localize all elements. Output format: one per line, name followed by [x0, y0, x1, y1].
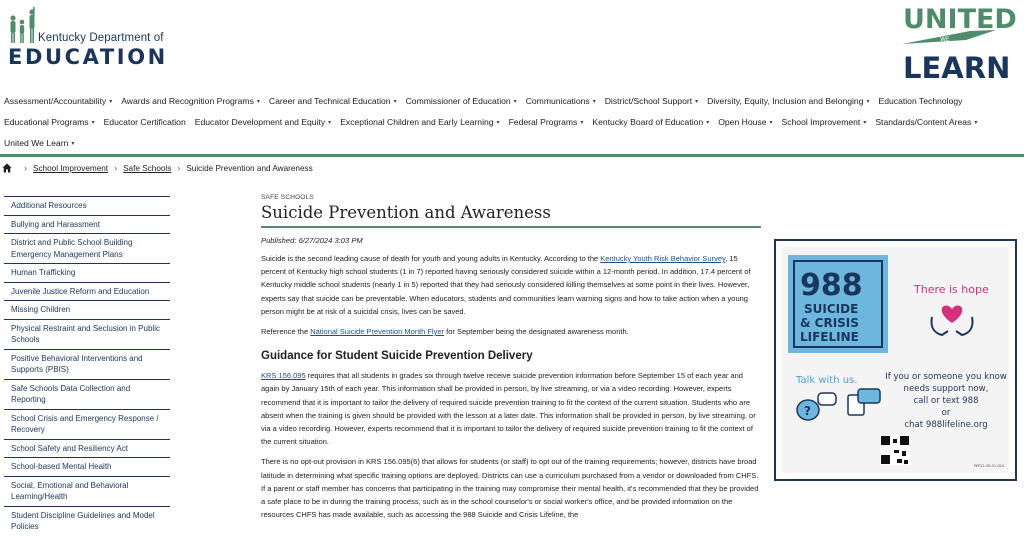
- sidebar-item[interactable]: Missing Children: [4, 300, 170, 319]
- nav-item-label: Kentucky Board of Education: [592, 116, 704, 127]
- sidebar-item[interactable]: School-based Mental Health: [4, 457, 170, 476]
- hope-text: There is hope: [914, 283, 989, 296]
- support-line3: call or text 988: [913, 396, 979, 406]
- nav-item-kentucky-board-of-education[interactable]: [592, 117, 709, 127]
- sidebar-item[interactable]: Physical Restraint and Seclusion in Public Schools: [4, 319, 170, 349]
- nav-item-united-we-learn[interactable]: [4, 138, 74, 148]
- sidebar-nav: [4, 196, 170, 536]
- caret-down-icon: ▾: [769, 119, 773, 126]
- caret-down-icon: ▾: [91, 119, 95, 126]
- nav-item-label: Commissioner of Education: [405, 95, 511, 106]
- caret-down-icon: ▾: [328, 119, 332, 126]
- caret-down-icon: ▾: [393, 98, 397, 105]
- lifeline-line2: & CRISIS: [800, 316, 859, 330]
- nav-item-educational-programs[interactable]: [4, 117, 95, 127]
- intro-text: Suicide is the second leading cause of death for youth and young adults in Kentucky. According to the: [261, 254, 601, 263]
- support-line5: chat 988lifeline.org: [904, 420, 988, 430]
- nav-item-label: Educator Certification: [103, 116, 186, 127]
- nav-item-label: Career and Technical Education: [268, 95, 391, 106]
- nav-item-career-and-technical-education[interactable]: [269, 96, 397, 106]
- 988-lifeline-flyer[interactable]: [774, 239, 1017, 481]
- nav-row: [4, 90, 1020, 111]
- nav-item-label: Standards/Content Areas: [875, 116, 972, 127]
- uwl-line1: UNITED: [903, 4, 1017, 35]
- krs-156-095-link[interactable]: KRS 156.095: [261, 371, 306, 381]
- breadcrumb-separator: ›: [177, 163, 181, 173]
- caret-down-icon: ▾: [866, 98, 870, 105]
- heart-hands-icon: [931, 305, 972, 335]
- flyer-reference-paragraph: [261, 325, 761, 338]
- krs-paragraph: [261, 369, 761, 448]
- krs-text: requires that all students in grades six through twelve receive suicide prevention information before September 15 of each year and again by January 15th of each year. This information shall be provided in person, by live streaming, or via a video recording. However, experts recommend that it is important to tailor the delivery of required suicide prevention training to fit the context of the current situation. Students who are absent when the training is given should be provided with the lesson at a later date. This information shall be provided in person, by live streaming, or via a video recording. However, experts recommend that it is important to tailor the delivery of required suicide prevention training to fit the context of the current situation.: [261, 371, 756, 447]
- breadcrumb-separator: ›: [24, 163, 27, 173]
- breadcrumb-current: Suicide Prevention and Awareness: [186, 163, 313, 173]
- nav-item-label: Exceptional Children and Early Learning: [340, 116, 494, 127]
- sidebar-item[interactable]: Bullying and Harassment: [4, 215, 170, 234]
- talk-text: Talk with us.: [796, 375, 858, 386]
- kde-logo[interactable]: [8, 4, 168, 69]
- reference-text-cont: for September being the designated awareness month.: [444, 327, 629, 337]
- intro-text-cont: , 15 percent of Kentucky high school students (1 in 7) reported having seriously considered suicide within a 12-month period. In addition, 17.4 percent of Kentucky middle school students (nearly 1 in 5) reported that they had seriously considered killing themselves at some point in their lives. However, experts say that suicide can be preventable. When educators, students and communities learn warning signs and how to take action when a young person might be at risk of a suicidal crisis, lives can be saved.: [261, 254, 751, 316]
- support-line2: needs support now,: [903, 384, 989, 394]
- sidebar-item[interactable]: Human Trafficking: [4, 263, 170, 282]
- intro-paragraph: [261, 252, 761, 318]
- nav-item-educator-development-and-equity[interactable]: [195, 117, 331, 127]
- nav-item-diversity-equity-inclusion-and-belonging[interactable]: [707, 96, 869, 106]
- sidebar-item[interactable]: Social, Emotional and Behavioral Learning/Health: [4, 476, 170, 506]
- united-we-learn-logo[interactable]: [900, 0, 1017, 85]
- sidebar-item[interactable]: School Safety and Resiliency Act: [4, 439, 170, 458]
- nav-item-assessment-accountability[interactable]: [4, 96, 112, 106]
- caret-down-icon: ▾: [256, 98, 260, 105]
- nav-item-label: Assessment/Accountability: [4, 95, 107, 106]
- breadcrumb-link-school-improvement[interactable]: School Improvement: [33, 163, 109, 173]
- sidebar-item[interactable]: Additional Resources: [4, 196, 170, 215]
- nav-item-communications[interactable]: [526, 96, 596, 106]
- uwl-line2: WE: [940, 36, 950, 43]
- caret-down-icon: ▾: [71, 140, 75, 147]
- nav-item-label: Awards and Recognition Programs: [121, 95, 254, 106]
- nav-item-label: Education Technology: [878, 95, 963, 106]
- sidebar-item[interactable]: Positive Behavioral Interventions and Supports (PBIS): [4, 349, 170, 379]
- caret-down-icon: ▾: [695, 98, 699, 105]
- nav-item-label: Diversity, Equity, Inclusion and Belonging: [707, 95, 864, 106]
- caret-down-icon: ▾: [580, 119, 584, 126]
- youth-risk-survey-link[interactable]: Kentucky Youth Risk Behavior Survey: [600, 254, 726, 263]
- published-date: Published: 6/27/2024 3:03 PM: [261, 236, 363, 245]
- qr-code-icon: [880, 435, 910, 465]
- nav-divider: [0, 154, 1024, 157]
- nav-item-label: Communications: [525, 95, 590, 106]
- nav-item-label: United We Learn: [4, 137, 69, 148]
- breadcrumb-separator: ›: [114, 163, 118, 173]
- opt-out-paragraph: There is no opt-out provision in KRS 156.095(6) that allows for students (or staff) to opt out of the training requirements; however, districts have broad latitude in determining what specific training options are deployed. Districts can use a curriculum purchased from a vendor or downloaded from CHFS. If a parent or staff member has concerns that participating in the training may compromise their mental health, it's recommended that they be provided a safe place to be in during the training process, such as in the school counselor's or social worker's office, and be provided information on the resources CHFS has made available, such as accessing the 988 Suicide and Crisis Lifeline, the: [261, 457, 759, 520]
- nav-item-open-house[interactable]: [718, 117, 772, 127]
- guidance-heading: Guidance for Student Suicide Prevention Delivery: [261, 350, 533, 363]
- family-figures-icon: [8, 6, 38, 46]
- nav-item-label: Federal Programs: [508, 116, 578, 127]
- section-label: SAFE SCHOOLS: [261, 194, 314, 201]
- nav-row: [4, 111, 1020, 132]
- org-name: Kentucky Department of: [38, 32, 164, 44]
- flyer-graphic: [782, 247, 1009, 473]
- chat-bubble-icon: [797, 393, 836, 420]
- breadcrumb: [2, 163, 313, 173]
- lifeline-line3: LIFELINE: [800, 330, 859, 344]
- sidebar-item[interactable]: Juvenile Justice Reform and Education: [4, 282, 170, 301]
- caret-down-icon: ▾: [592, 98, 596, 105]
- sidebar-item[interactable]: School Crisis and Emergency Response / Recovery: [4, 409, 170, 439]
- main-navigation: [0, 90, 1024, 153]
- page-title: Suicide Prevention and Awareness: [261, 203, 761, 228]
- caret-down-icon: ▾: [974, 119, 978, 126]
- nav-item-school-improvement[interactable]: [782, 117, 867, 127]
- flyer-body: [782, 247, 1009, 473]
- caret-down-icon: ▾: [109, 98, 113, 105]
- lifeline-number: 988: [800, 268, 863, 303]
- nav-item-awards-and-recognition-programs[interactable]: [121, 96, 260, 106]
- org-name-big: EDUCATION: [8, 45, 168, 69]
- nav-item-label: School Improvement: [781, 116, 861, 127]
- sidebar-item[interactable]: Student Discipline Guidelines and Model Policies: [4, 506, 170, 536]
- prevention-month-flyer-link[interactable]: National Suicide Prevention Month Flyer: [310, 327, 445, 337]
- nav-item-label: Educator Development and Equity: [194, 116, 326, 127]
- nav-item-district-school-support[interactable]: [605, 96, 698, 106]
- caret-down-icon: ▾: [496, 119, 500, 126]
- support-line1: If you or someone you know: [885, 372, 1007, 382]
- nav-row: [4, 132, 1020, 153]
- nav-item-commissioner-of-education[interactable]: [406, 96, 517, 106]
- flyer-code: PEP22-08-01-004: [973, 464, 1004, 468]
- main-content: [261, 194, 761, 521]
- nav-item-label: Educational Programs: [4, 116, 89, 127]
- nav-item-label: Open House: [718, 116, 767, 127]
- nav-item-federal-programs[interactable]: [509, 117, 584, 127]
- sidebar-item[interactable]: Safe Schools Data Collection and Reporting: [4, 379, 170, 409]
- breadcrumb-link-safe-schools[interactable]: Safe Schools: [123, 163, 172, 173]
- uwl-line3: LEARN: [903, 51, 1011, 85]
- phone-message-icon: [848, 389, 880, 415]
- support-line4: or: [941, 408, 951, 418]
- caret-down-icon: ▾: [706, 119, 710, 126]
- lifeline-line1: SUICIDE: [804, 302, 859, 316]
- nav-item-standards-content-areas[interactable]: [875, 117, 977, 127]
- svg-text:?: ?: [804, 404, 811, 418]
- home-icon[interactable]: [2, 163, 12, 173]
- nav-item-label: District/School Support: [604, 95, 693, 106]
- nav-item-educator-certification[interactable]: [104, 117, 186, 127]
- reference-text: Reference the: [261, 327, 311, 337]
- caret-down-icon: ▾: [513, 98, 517, 105]
- site-header: [0, 0, 1024, 90]
- nav-item-education-technology[interactable]: [879, 96, 963, 106]
- nav-item-exceptional-children-and-early-learning[interactable]: [340, 117, 499, 127]
- caret-down-icon: ▾: [863, 119, 867, 126]
- sidebar-item[interactable]: District and Public School Building Emergency Management Plans: [4, 233, 170, 263]
